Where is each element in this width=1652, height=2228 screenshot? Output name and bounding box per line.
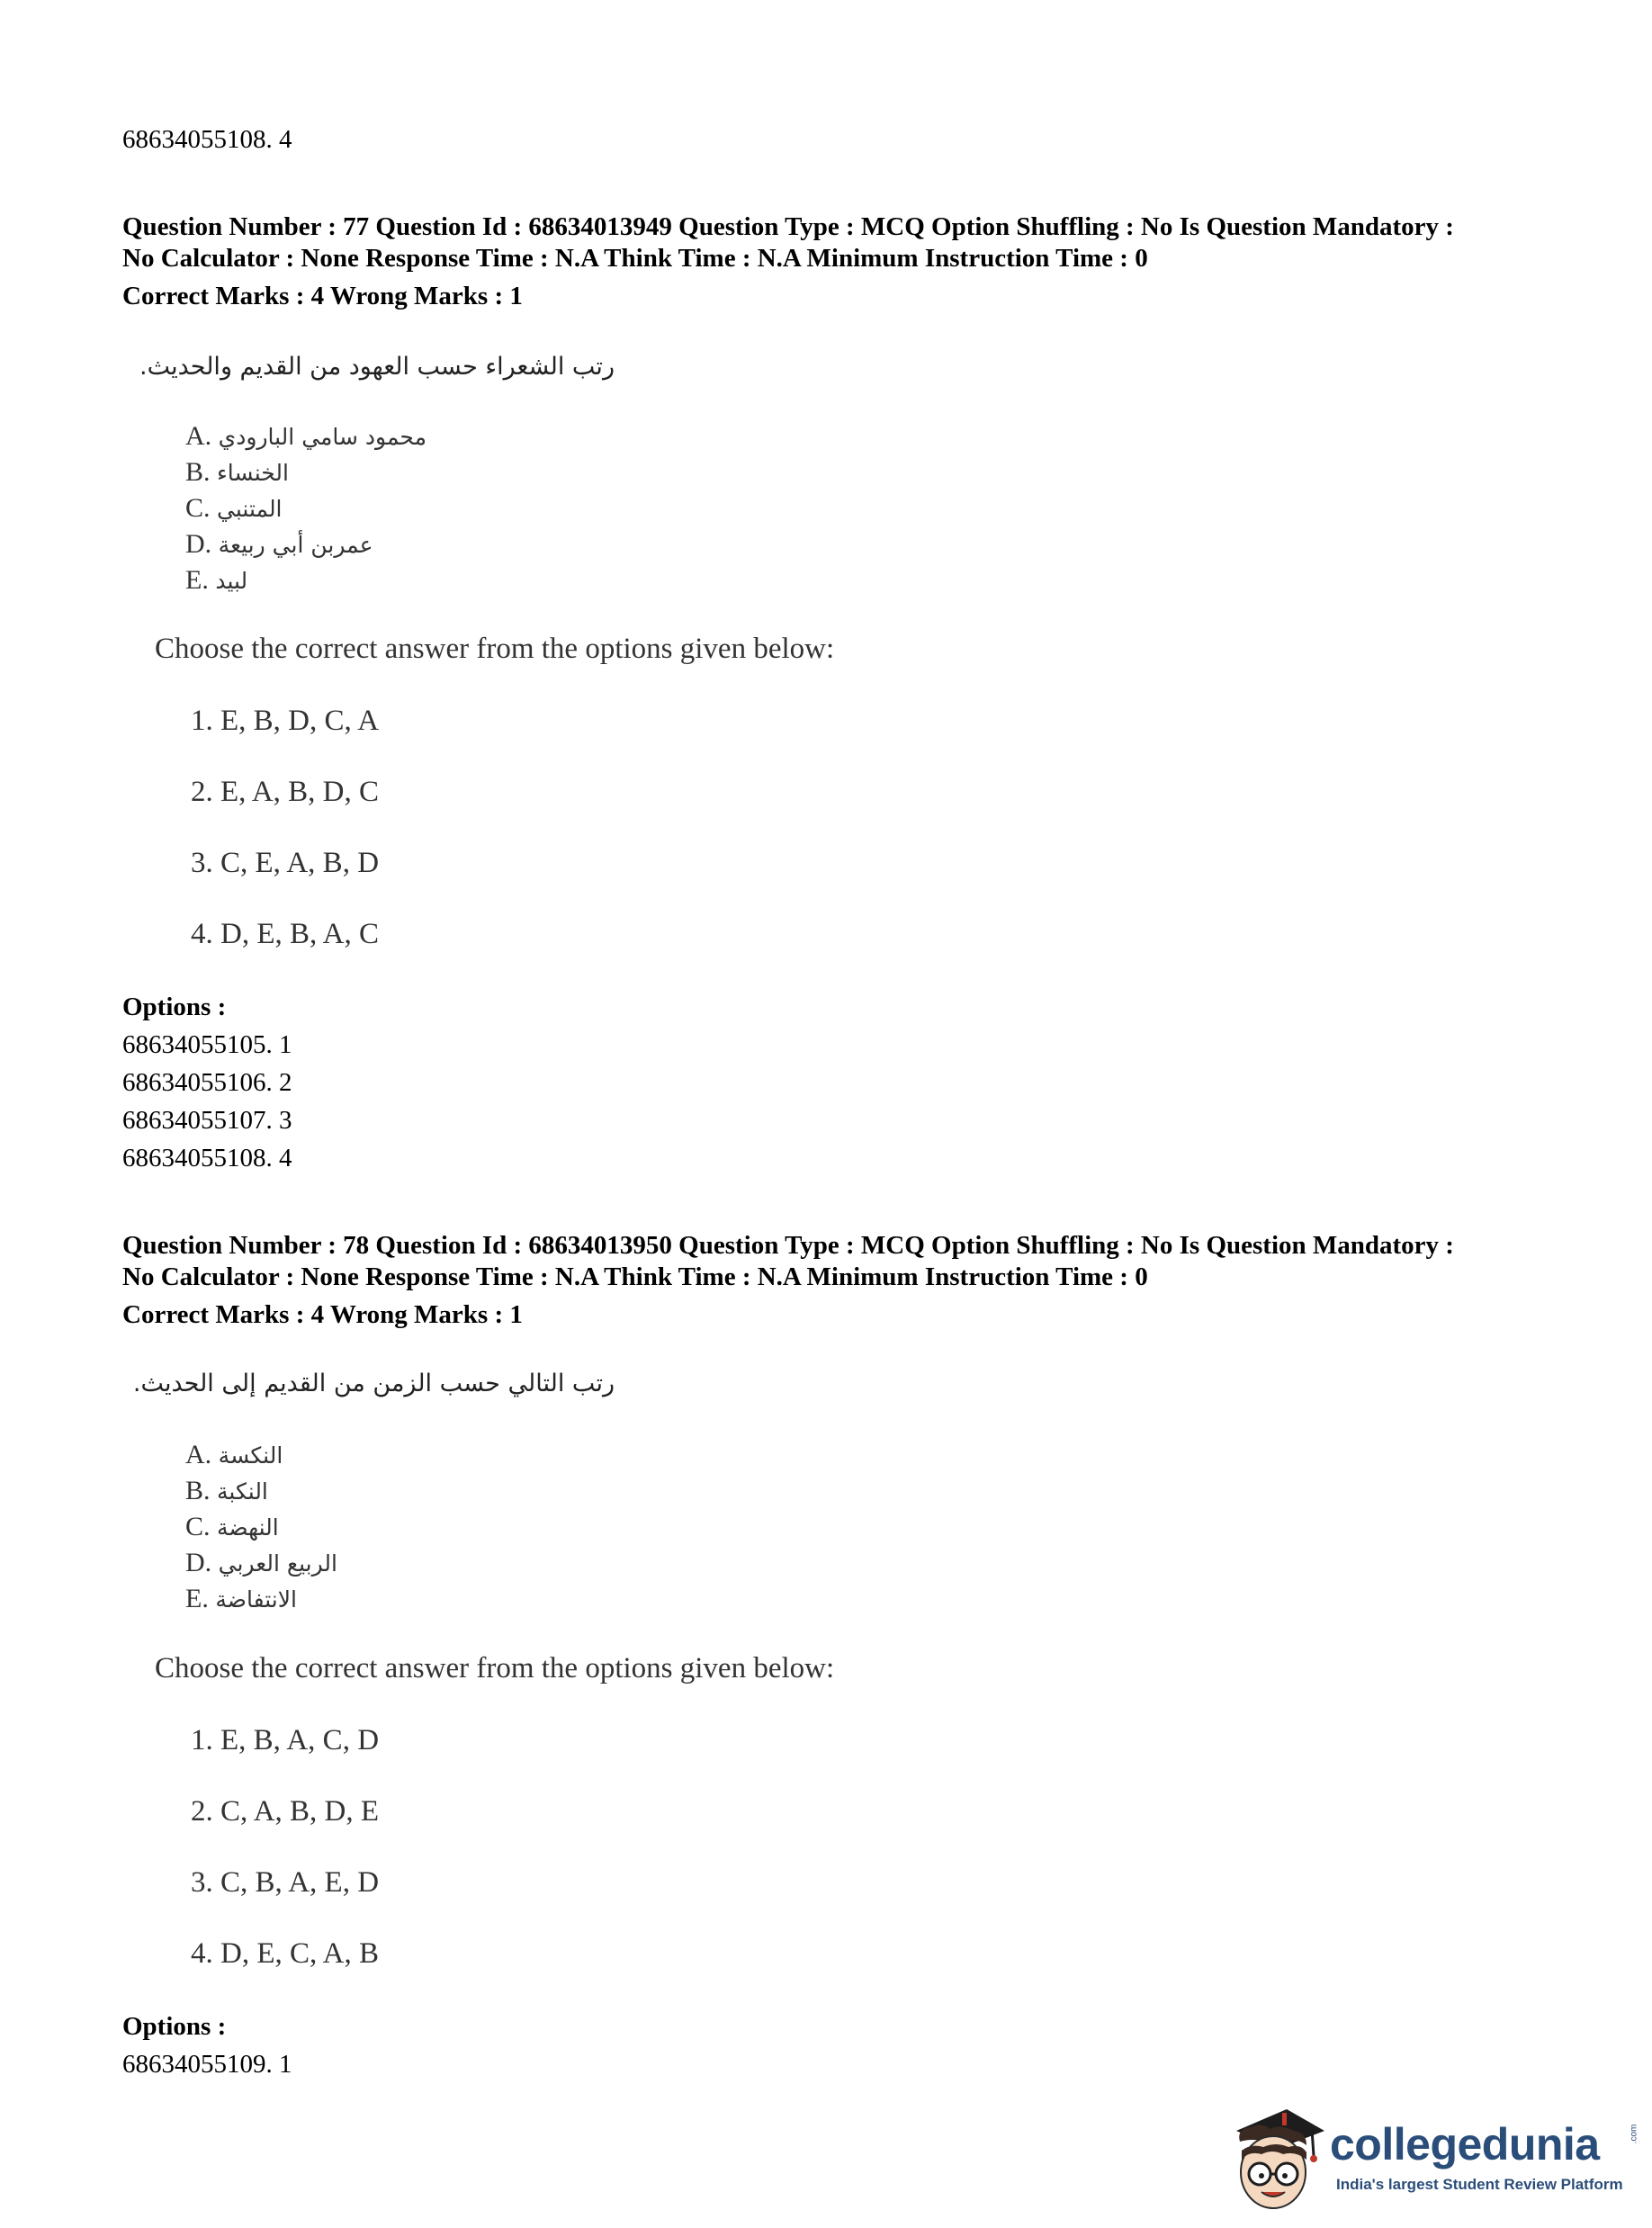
q77-item-e-text: لبيد [215, 568, 248, 594]
q78-item-a [185, 1440, 283, 1470]
q77-item-a-text: محمود سامي البارودي [218, 424, 426, 450]
q78-item-b-text: النكبة [217, 1478, 268, 1505]
q78-item-b [185, 1476, 268, 1506]
q77-item-b-text: الخنساء [217, 460, 289, 486]
q78-item-e [185, 1584, 297, 1614]
q78-answer-4: 4. D, E, C, A, B [191, 1937, 380, 1970]
q77-answer-2: 2. E, A, B, D, C [191, 776, 380, 808]
q78-item-e-letter: E. [185, 1584, 209, 1613]
q78-header-line2: No Calculator : None Response Time : N.A Think Time : N.A Minimum Instruction Time : 0 [122, 1262, 1148, 1291]
q77-answer-1: 1. E, B, D, C, A [191, 705, 380, 737]
logo-tagline: India's largest Student Review Platform [1336, 2176, 1623, 2193]
q77-marks: Correct Marks : 4 Wrong Marks : 1 [122, 282, 523, 310]
student-mascot-icon [1224, 2097, 1330, 2214]
q77-option-2: 68634055106. 2 [122, 1068, 292, 1097]
q77-item-d [185, 529, 373, 560]
q77-header-line1: Question Number : 77 Question Id : 68634013949 Question Type : MCQ Option Shuffling : No Is Question Mandatory : [122, 212, 1454, 241]
previous-option-line: 68634055108. 4 [122, 125, 292, 154]
q77-item-b [185, 457, 289, 488]
q77-item-a-letter: A. [185, 421, 212, 451]
q78-item-e-text: الانتفاضة [215, 1586, 297, 1613]
q77-answer-4: 4. D, E, B, A, C [191, 918, 380, 950]
q78-item-a-letter: A. [185, 1440, 212, 1469]
q78-header-line1: Question Number : 78 Question Id : 68634013950 Question Type : MCQ Option Shuffling : No Is Question Mandatory : [122, 1231, 1454, 1260]
q77-item-b-letter: B. [185, 457, 211, 487]
q77-item-d-text: عمربن أبي ربيعة [218, 532, 373, 558]
q78-item-d [185, 1548, 337, 1578]
q78-item-c [185, 1512, 279, 1542]
q78-marks: Correct Marks : 4 Wrong Marks : 1 [122, 1300, 523, 1329]
q78-answer-2: 2. C, A, B, D, E [191, 1795, 380, 1828]
q77-item-d-letter: D. [185, 529, 212, 559]
q77-question-text: رتب الشعراء حسب العهود من القديم والحديث. [139, 353, 615, 381]
q77-instruction: Choose the correct answer from the options given below: [155, 633, 835, 665]
q78-item-a-text: النكسة [218, 1442, 283, 1469]
q78-item-d-letter: D. [185, 1548, 212, 1577]
q78-instruction: Choose the correct answer from the options given below: [155, 1652, 835, 1684]
q77-item-c [185, 493, 283, 524]
q77-item-e-letter: E. [185, 565, 209, 595]
collegedunia-logo [1224, 2097, 1638, 2214]
q78-answer-1: 1. E, B, A, C, D [191, 1724, 380, 1756]
q77-option-1: 68634055105. 1 [122, 1030, 292, 1059]
q77-option-4: 68634055108. 4 [122, 1144, 292, 1172]
q77-item-e [185, 565, 247, 596]
q78-item-d-text: الربيع العربي [218, 1550, 337, 1577]
q77-header-line2: No Calculator : None Response Time : N.A Think Time : N.A Minimum Instruction Time : 0 [122, 244, 1148, 273]
q78-item-b-letter: B. [185, 1476, 211, 1505]
logo-domain-suffix: .com [1629, 2124, 1639, 2144]
q77-answer-3: 3. C, E, A, B, D [191, 847, 380, 879]
q78-answer-3: 3. C, B, A, E, D [191, 1866, 380, 1899]
q78-options-label: Options : [122, 2012, 227, 2041]
q77-item-c-letter: C. [185, 493, 211, 523]
q78-option-1: 68634055109. 1 [122, 2050, 292, 2079]
q77-item-a [185, 421, 426, 452]
q78-item-c-letter: C. [185, 1512, 211, 1541]
q77-item-c-text: المتنبي [217, 496, 283, 522]
q77-option-3: 68634055107. 3 [122, 1106, 292, 1135]
q77-options-label: Options : [122, 993, 227, 1021]
q78-question-text: رتب التالي حسب الزمن من القديم إلى الحديث. [132, 1370, 615, 1397]
q78-item-c-text: النهضة [217, 1514, 279, 1541]
logo-wordmark: collegedunia [1330, 2119, 1600, 2170]
